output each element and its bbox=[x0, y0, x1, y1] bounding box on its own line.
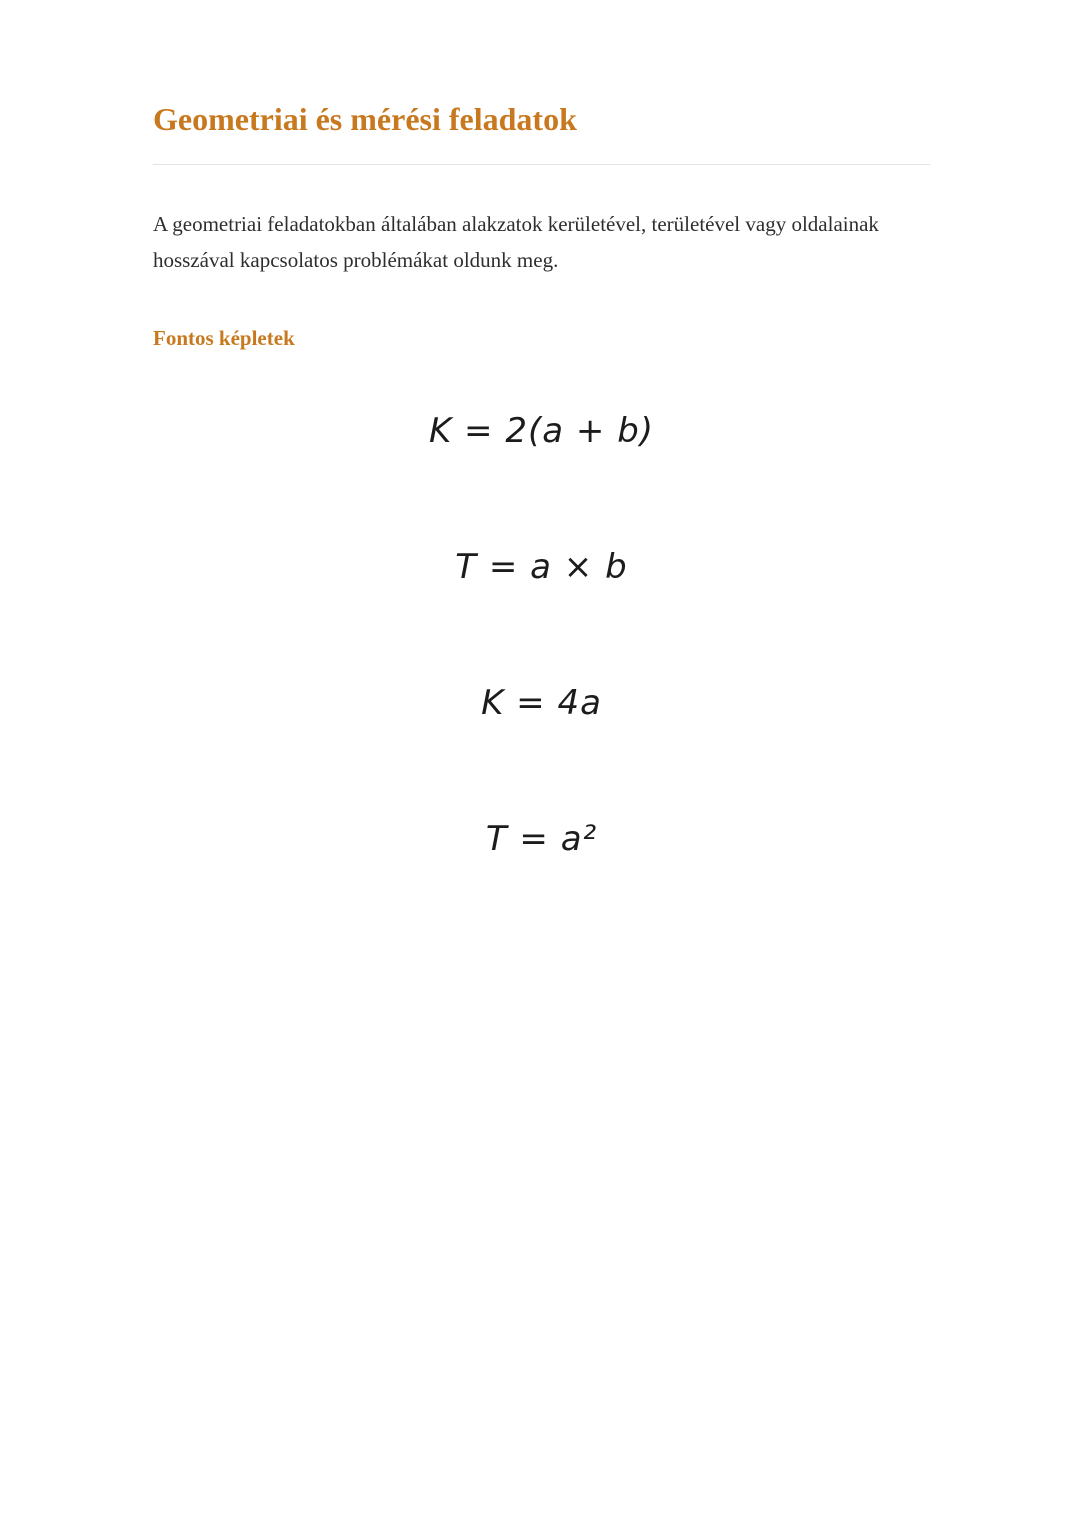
formula-square-perimeter: K = 4a bbox=[481, 682, 602, 723]
title-divider bbox=[153, 164, 930, 165]
formula-square-area: T = a² bbox=[485, 818, 598, 859]
intro-paragraph: A geometriai feladatokban általában alakzatok kerületével, területével vagy oldalainak hosszával kapcsolatos problémákat oldunk meg. bbox=[153, 212, 879, 272]
page-title: Geometriai és mérési feladatok bbox=[153, 101, 577, 137]
formula-rectangle-area: T = a × b bbox=[455, 546, 628, 587]
subheading-formulas: Fontos képletek bbox=[153, 325, 295, 350]
formula-list bbox=[153, 411, 930, 859]
formula-rectangle-perimeter: K = 2(a + b) bbox=[428, 410, 655, 451]
